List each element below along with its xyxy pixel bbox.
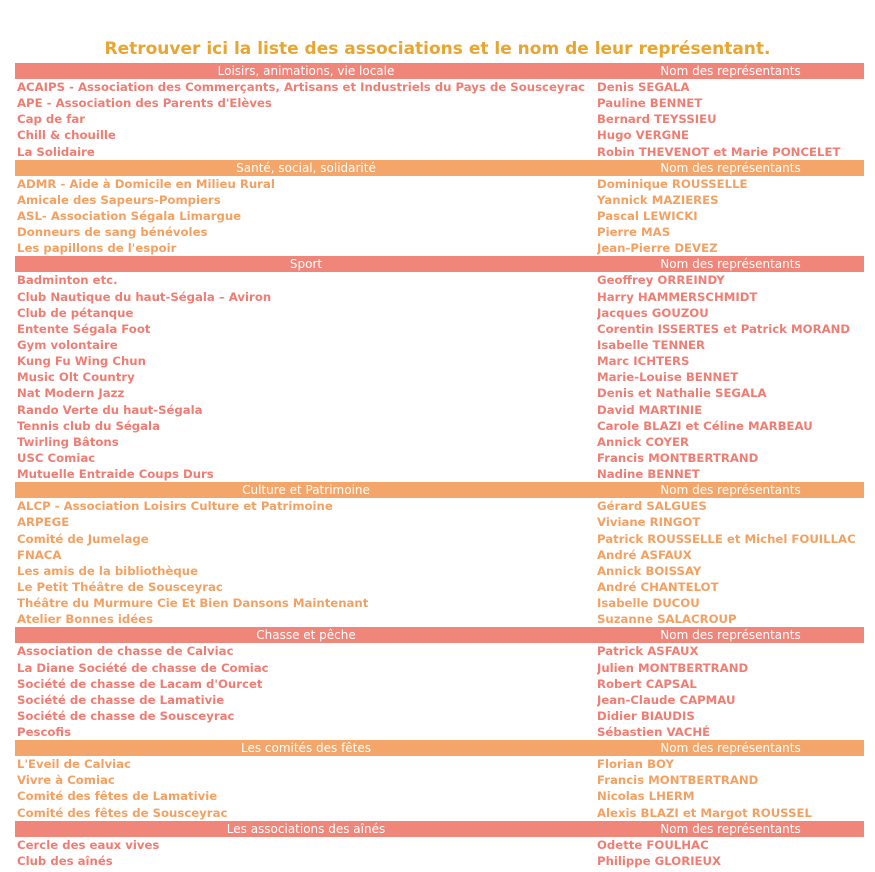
table-row (15, 772, 864, 788)
representative-name: Robert CAPSAL (597, 676, 697, 691)
table-row (15, 595, 864, 611)
table-row (15, 708, 864, 724)
association-name: Comité des fêtes de Lamativie (17, 789, 218, 804)
section-group (15, 256, 864, 482)
table-row (15, 192, 864, 208)
representative-name: Denis SEGALA (597, 80, 690, 94)
association-name: Badminton etc. (17, 273, 118, 288)
representative-name: Francis MONTBERTRAND (597, 450, 759, 465)
section-title: Les comités des fêtes (240, 741, 372, 756)
association-name: APE - Association des Parents d'Elèves (17, 96, 272, 111)
section-group (15, 627, 864, 740)
association-name: Association de chasse de Calviac (17, 644, 234, 659)
representatives-header: Nom des représentants (660, 64, 801, 78)
representative-name: Robin THEVENOT et Marie PONCELET (597, 144, 841, 159)
association-name: Amicale des Sapeurs-Pompiers (17, 192, 221, 207)
representative-name: Nicolas LHERM (597, 789, 695, 804)
association-name: Les papillons de l'espoir (17, 241, 177, 256)
table-row (15, 498, 864, 514)
association-name: Entente Ségala Foot (17, 321, 151, 336)
representative-name: André ASFAUX (597, 547, 692, 562)
table-row (15, 289, 864, 305)
representative-name: Isabelle DUCOU (597, 596, 700, 611)
table-row (15, 563, 864, 579)
table-row (15, 79, 864, 95)
representative-name: Harry HAMMERSCHMIDT (597, 289, 758, 304)
table-row (15, 337, 864, 353)
association-name: Kung Fu Wing Chun (17, 354, 146, 369)
table-row (15, 176, 864, 192)
section-title: Culture et Patrimoine (242, 483, 370, 498)
table-row (15, 788, 864, 804)
association-name: ADMR - Aide à Domicile en Milieu Rural (17, 176, 275, 191)
table-row (15, 643, 864, 659)
section-title: Loisirs, animations, vie locale (217, 64, 395, 78)
representative-name: Florian BOY (597, 757, 674, 772)
representative-name: David MARTINIE (597, 402, 703, 417)
table-row (15, 434, 864, 450)
association-name: La Solidaire (17, 144, 95, 159)
association-name: Comité de Jumelage (17, 531, 149, 546)
table-row (15, 676, 864, 692)
representative-name: Marc ICHTERS (597, 354, 690, 369)
representative-name: Jean-Pierre DEVEZ (597, 241, 718, 256)
section-header (15, 160, 864, 176)
table-row (15, 724, 864, 740)
table-row (15, 369, 864, 385)
section-group (15, 63, 864, 160)
page-title: Retrouver ici la liste des associations et le nom de leur représentant. (104, 39, 771, 59)
association-name: Gym volontaire (17, 337, 118, 352)
table-row (15, 208, 864, 224)
table-row (15, 466, 864, 482)
representative-name: Isabelle TENNER (597, 337, 705, 352)
association-name: La Diane Société de chasse de Comiac (17, 660, 269, 675)
representative-name: Hugo VERGNE (597, 128, 689, 143)
section-header (15, 63, 864, 79)
table-row (15, 547, 864, 563)
table-row (15, 450, 864, 466)
association-name: Club de pétanque (17, 305, 134, 320)
representative-name: Viviane RINGOT (597, 515, 701, 530)
representative-name: Odette FOULHAC (597, 837, 709, 852)
table-row (15, 305, 864, 321)
association-name: Tennis club du Ségala (17, 418, 160, 433)
representative-name: Pascal LEWICKI (597, 208, 698, 223)
representative-name: Yannick MAZIERES (597, 192, 719, 207)
representative-name: Bernard TEYSSIEU (597, 112, 717, 127)
table-row (15, 353, 864, 369)
table-row (15, 579, 864, 595)
representative-name: Julien MONTBERTRAND (597, 660, 749, 675)
representative-name: Patrick ASFAUX (597, 644, 699, 659)
association-name: Les amis de la bibliothèque (17, 563, 199, 578)
association-name: USC Comiac (17, 450, 96, 465)
section-group (15, 821, 864, 869)
representative-name: Corentin ISSERTES et Patrick MORAND (597, 321, 851, 336)
association-name: ARPEGE (17, 515, 70, 530)
representative-name: Geoffrey ORREINDY (597, 273, 725, 288)
association-name: FNACA (17, 547, 62, 562)
representatives-header: Nom des représentants (660, 628, 801, 643)
representative-name: Denis et Nathalie SEGALA (597, 386, 767, 401)
representative-name: Dominique ROUSSELLE (597, 176, 748, 191)
table-row (15, 127, 864, 143)
association-name: Nat Modern Jazz (17, 386, 125, 401)
table-row (15, 514, 864, 530)
representative-name: André CHANTELOT (597, 579, 719, 594)
representative-name: Jacques GOUZOU (597, 305, 709, 320)
section-title: Chasse et pêche (256, 628, 356, 643)
representative-name: Marie-Louise BENNET (597, 370, 739, 385)
association-name: Comité des fêtes de Sousceyrac (17, 805, 228, 820)
association-name: Société de chasse de Lamativie (17, 692, 225, 707)
representative-name: Suzanne SALACROUP (597, 612, 737, 627)
section-header (15, 740, 864, 756)
table-row (15, 95, 864, 111)
table-row (15, 756, 864, 772)
representative-name: Patrick ROUSSELLE et Michel FOUILLAC (597, 531, 856, 546)
representatives-header: Nom des représentants (660, 160, 801, 175)
table-row (15, 531, 864, 547)
association-name: Club des aînés (17, 853, 113, 868)
association-name: Pescofis (17, 725, 72, 740)
representative-name: Francis MONTBERTRAND (597, 773, 759, 788)
association-name: Théâtre du Murmure Cie Et Bien Dansons Maintenant (17, 596, 369, 611)
representatives-header: Nom des représentants (660, 821, 801, 836)
table-row (15, 418, 864, 434)
association-name: ALCP - Association Loisirs Culture et Patrimoine (17, 499, 333, 514)
representative-name: Gérard SALGUES (597, 499, 707, 514)
table-row (15, 111, 864, 127)
representative-name: Pierre MAS (597, 225, 671, 240)
representatives-header: Nom des représentants (660, 741, 801, 756)
representatives-header: Nom des représentants (660, 483, 801, 498)
association-name: Club Nautique du haut-Ségala – Aviron (17, 289, 272, 304)
association-name: Donneurs de sang bénévoles (17, 225, 208, 240)
section-group (15, 160, 864, 257)
representative-name: Philippe GLORIEUX (597, 853, 722, 868)
association-name: Vivre à Comiac (17, 773, 115, 788)
table-row (15, 272, 864, 288)
association-name: Twirling Bâtons (17, 434, 119, 449)
representative-name: Didier BIAUDIS (597, 708, 695, 723)
representative-name: Carole BLAZI et Céline MARBEAU (597, 418, 813, 433)
representative-name: Pauline BENNET (597, 96, 703, 111)
section-header (15, 482, 864, 498)
association-name: Société de chasse de Lacam d'Ourcet (17, 676, 263, 691)
table-row (15, 660, 864, 676)
association-name: Rando Verte du haut-Ségala (17, 402, 203, 417)
association-name: Cap de far (17, 112, 85, 127)
representative-name: Nadine BENNET (597, 467, 700, 482)
table-row (15, 402, 864, 418)
table-row (15, 853, 864, 869)
section-group (15, 482, 864, 627)
section-group (15, 740, 864, 821)
association-name: ASL- Association Ségala Limargue (17, 208, 242, 223)
representatives-header: Nom des représentants (660, 257, 801, 272)
table-row (15, 224, 864, 240)
representative-name: Annick BOISSAY (597, 563, 702, 578)
table-row (15, 837, 864, 853)
section-header (15, 256, 864, 272)
section-title: Les associations des aînés (226, 821, 386, 836)
associations-table (15, 63, 864, 869)
table-row (15, 385, 864, 401)
association-name: Société de chasse de Sousceyrac (17, 708, 235, 723)
section-title: Santé, social, solidarité (236, 160, 376, 175)
association-name: Le Petit Théâtre de Sousceyrac (17, 579, 223, 594)
representative-name: Sébastien VACHÉ (597, 725, 711, 740)
table-row (15, 144, 864, 160)
table-row (15, 321, 864, 337)
association-name: Mutuelle Entraide Coups Durs (17, 467, 214, 482)
table-row (15, 240, 864, 256)
association-name: L'Eveil de Calviac (17, 757, 131, 772)
table-row (15, 692, 864, 708)
section-header (15, 821, 864, 837)
section-title: Sport (289, 257, 323, 272)
association-name: Cercle des eaux vives (17, 837, 160, 852)
association-name: Music Olt Country (17, 370, 135, 385)
representative-name: Annick COYER (597, 434, 690, 449)
representative-name: Alexis BLAZI et Margot ROUSSEL (597, 805, 812, 820)
association-name: ACAIPS - Association des Commerçants, Artisans et Industriels du Pays de Sousceyrac (17, 80, 586, 94)
representative-name: Jean-Claude CAPMAU (597, 692, 736, 707)
association-name: Chill & chouille (17, 128, 116, 143)
table-row (15, 805, 864, 821)
section-header (15, 627, 864, 643)
association-name: Atelier Bonnes idées (17, 612, 154, 627)
table-row (15, 611, 864, 627)
